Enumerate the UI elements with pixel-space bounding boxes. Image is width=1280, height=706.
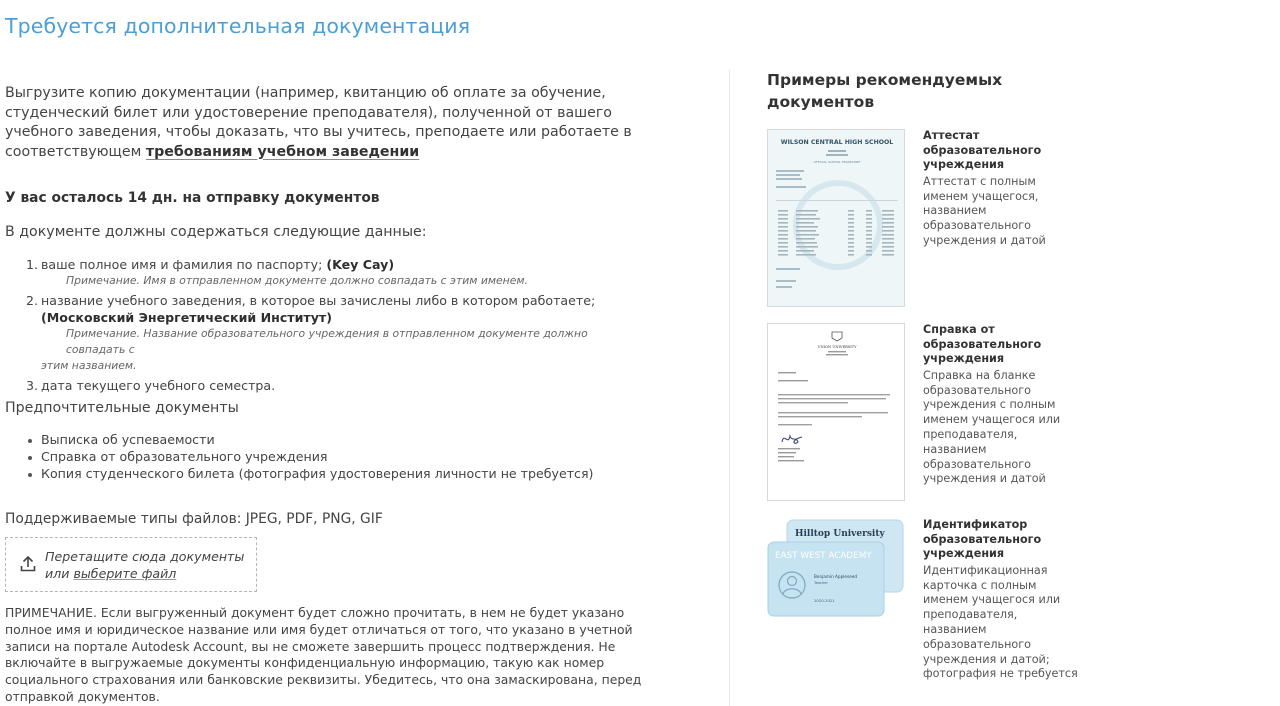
preferred-heading: Предпочтительные документы — [5, 400, 239, 416]
requirement-text: дата текущего учебного семестра. — [41, 378, 276, 393]
deadline-notice: У вас осталось 14 дн. на отправку документов — [5, 190, 380, 206]
requirements-heading: В документе должны содержаться следующие данные: — [5, 224, 427, 240]
requirements-link[interactable]: требованиям учебном заведении — [145, 143, 420, 160]
requirement-number: 3. — [26, 378, 39, 393]
letter-university-name: UNION UNIVERSITY — [817, 345, 857, 349]
example-title: Идентификатор образовательного учреждения — [923, 518, 1042, 561]
requirement-item-institution — [26, 292, 646, 374]
card-back-title: Hilltop University — [795, 529, 885, 539]
card-person-role: Teacher — [814, 581, 828, 585]
requirement-number: 1. — [26, 257, 39, 272]
intro-text: Выгрузите копию документации (например, квитанцию об оплате за обучение, студенческий билет или удостоверение преподавателя), полученной от вашего учебного заведения, чтобы доказать, что вы учитесь, преподаете или работаете в соответствующем — [5, 85, 632, 160]
card-front-title: EAST WEST ACADEMY — [775, 551, 872, 561]
requirement-note: Примечание. Название образовательного учреждения в отправленном документе должно совпадать с — [66, 327, 588, 356]
requirement-text: название учебного заведения, в которое вы зачислены либо в котором работаете; — [41, 293, 596, 308]
transcript-image — [768, 130, 905, 307]
transcript-thumbnail — [767, 129, 905, 307]
requirement-value: (Московский Энергетический Институт) — [41, 310, 332, 325]
id-card-image — [767, 518, 907, 618]
requirements-list — [26, 256, 646, 397]
page-title: Требуется дополнительная документация — [5, 14, 471, 38]
supported-file-types: Поддерживаемые типы файлов: JPEG, PDF, PNG, GIF — [5, 511, 383, 527]
example-transcript-text — [923, 129, 1083, 249]
dropzone-text — [45, 548, 244, 582]
preferred-item: Копия студенческого билета (фотография удостоверения личности не требуется) — [26, 466, 593, 483]
dropzone-prefix: или — [45, 566, 74, 581]
letter-image — [768, 324, 905, 501]
upload-dropzone[interactable] — [5, 537, 257, 592]
preferred-item: Выписка об успеваемости — [26, 432, 593, 449]
transcript-subtitle: OFFICIAL SCHOOL TRANSCRIPT — [813, 160, 861, 164]
requirement-note-cont: этим названием. — [41, 359, 137, 372]
preferred-item: Справка от образовательного учреждения — [26, 449, 593, 466]
card-years: 2020-2021 — [814, 598, 835, 603]
example-description: Идентификационная карточка с полным именем учащегося или преподавателя, названием образовательного учреждения и датой; фотография не требуется — [923, 563, 1078, 681]
id-card-thumbnail — [767, 518, 907, 618]
example-letter-text — [923, 323, 1083, 487]
upload-icon — [20, 555, 36, 573]
column-divider — [729, 70, 730, 706]
requirement-item-name — [26, 256, 646, 289]
dropzone-line1: Перетащите сюда документы — [45, 549, 245, 564]
preferred-list — [26, 432, 593, 482]
examples-heading: Примеры рекомендуемых документов — [767, 71, 1003, 111]
requirement-value: (Key Cay) — [326, 257, 395, 272]
requirement-text: ваше полное имя и фамилия по паспорту; — [41, 257, 327, 272]
example-description: Справка на бланке образовательного учреждения с полным именем учащегося или преподавателя, названием образовательного учреждения и датой — [923, 368, 1061, 486]
letter-thumbnail — [767, 323, 905, 501]
requirement-note: Примечание. Имя в отправленном документе должно совпадать с этим именем. — [66, 274, 528, 287]
intro-paragraph — [5, 84, 645, 162]
example-title: Аттестат образовательного учреждения — [923, 129, 1042, 172]
example-title: Справка от образовательного учреждения — [923, 323, 1042, 366]
requirement-item-semester — [26, 377, 646, 394]
requirement-number: 2. — [26, 293, 39, 308]
choose-file-link[interactable]: выберите файл — [73, 566, 177, 581]
example-description: Аттестат с полным именем учащегося, названием образовательного учреждения и датой — [923, 174, 1046, 247]
transcript-school-name: WILSON CENTRAL HIGH SCHOOL — [780, 139, 894, 146]
example-id-card-text — [923, 518, 1083, 682]
disclaimer-note: ПРИМЕЧАНИЕ. Если выгруженный документ будет сложно прочитать, в нем не будет указано полное имя и юридическое название или имя будет отличаться от того, что указано в учетной записи на портале Autodesk Account, вы не сможете завершить процесс подтверждения. Не включайте в выгружаемые документы конфиденциальную информацию, такую как номер социального страхования или банковские реквизиты. Убедитесь, что она замаскирована, перед отправкой документов. — [5, 605, 642, 704]
card-person-name: Benjamin Appleseed — [814, 574, 857, 579]
